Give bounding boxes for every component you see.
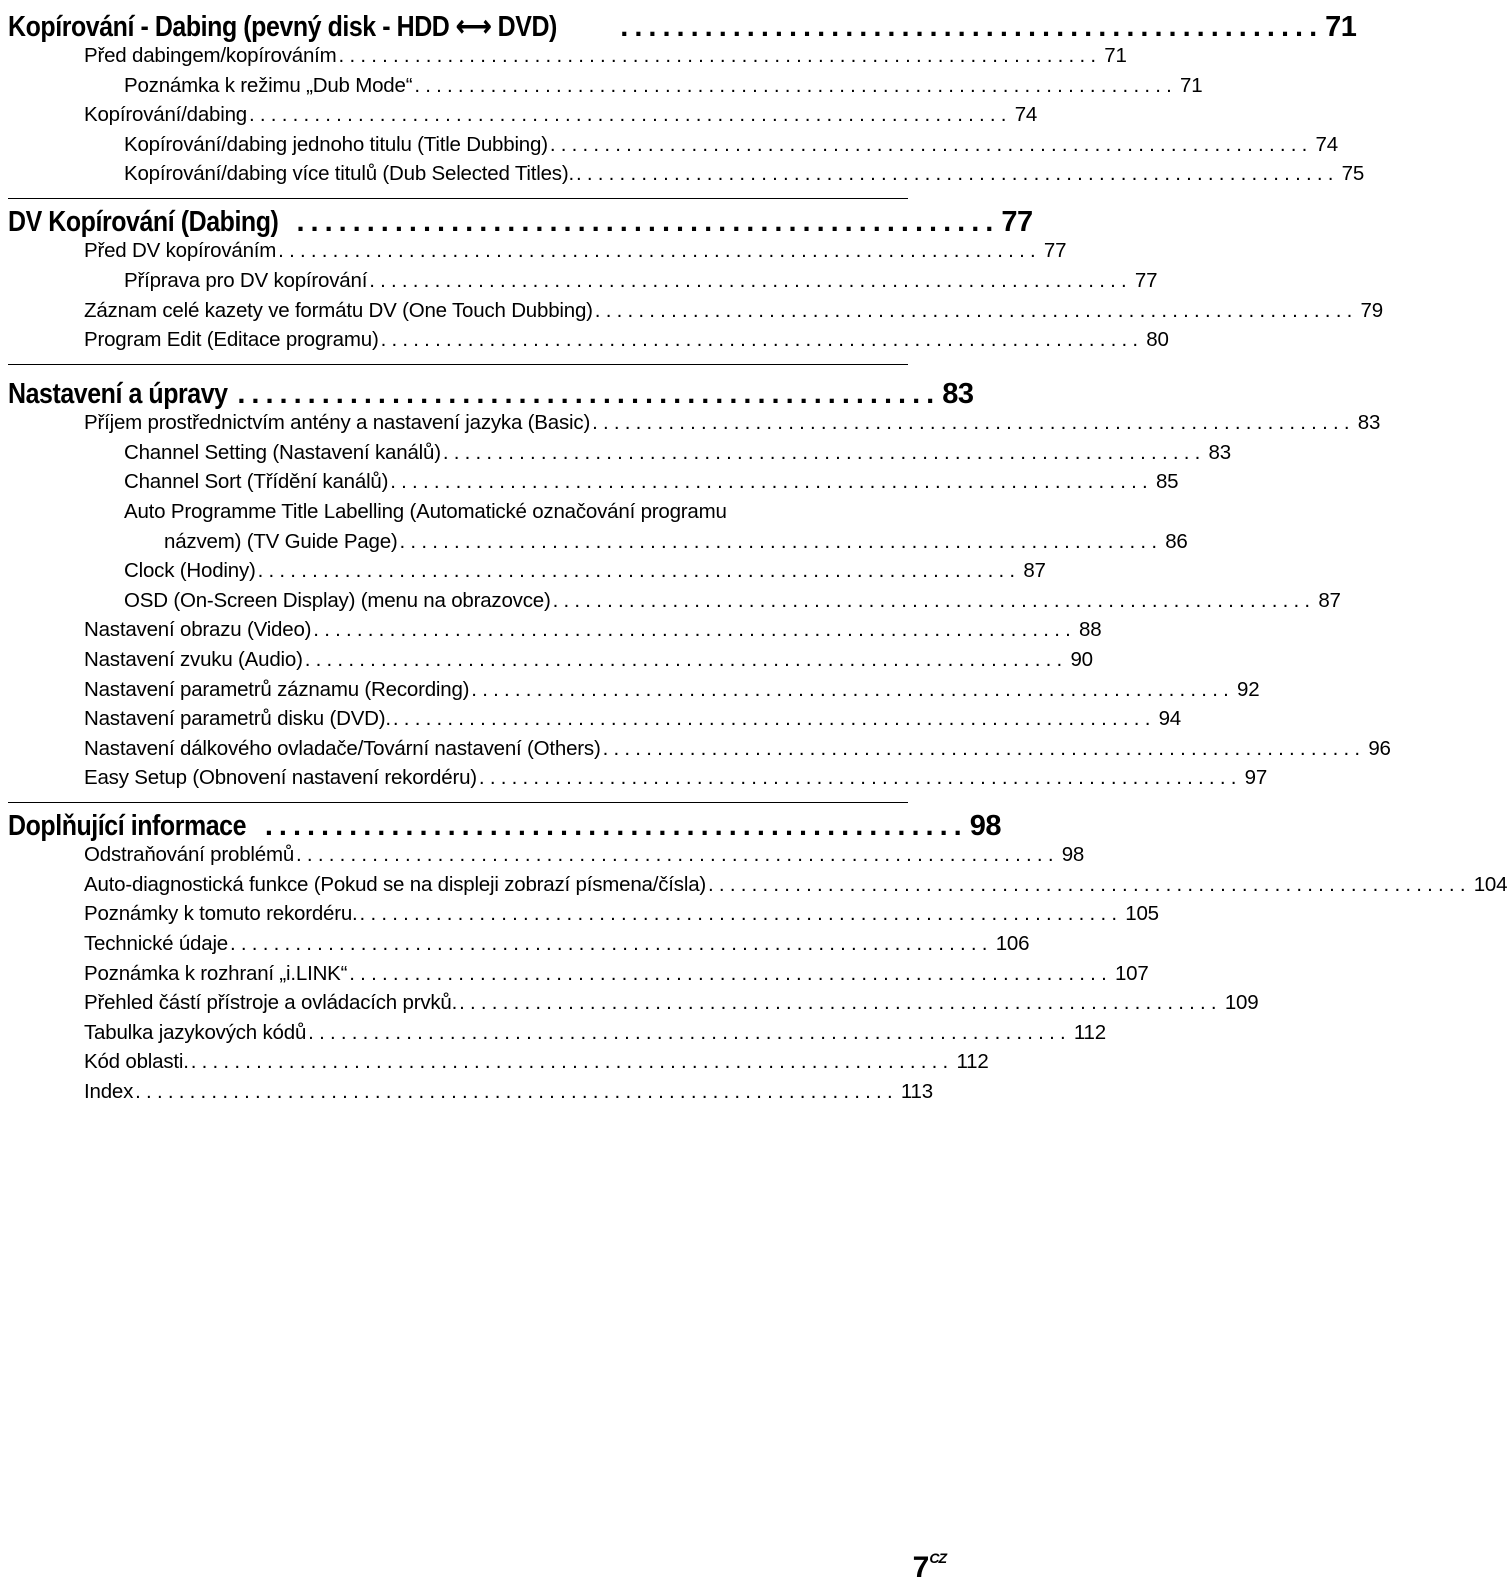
dot-leader: ...................................................................... [390, 470, 1153, 494]
dot-leader: ...................................................................... [313, 618, 1076, 642]
entry-page: 96 [1368, 736, 1391, 760]
dot-leader: ...................................................................... [135, 1080, 898, 1104]
section-heading [8, 0, 1357, 44]
section-page: 71 [1325, 11, 1357, 43]
toc-entry [8, 736, 1391, 767]
toc-entry [8, 843, 1085, 873]
dot-leader: ...................................................................... [359, 902, 1123, 926]
dot-leader: ...................................................................... [296, 843, 1059, 867]
entry-page: 94 [1158, 707, 1182, 731]
toc-entry-wrapped-line [8, 500, 908, 530]
section-page: 77 [1001, 206, 1033, 239]
section-title: Doplňující informace [8, 810, 247, 843]
entry-page: 77 [1134, 268, 1158, 292]
toc-entry [8, 588, 1341, 619]
section-page: 83 [942, 378, 974, 411]
page-number-suffix: CZ [929, 1550, 946, 1566]
toc-entry [8, 1050, 989, 1080]
toc-entry [8, 1080, 933, 1110]
dot-leader: ...................................................................... [278, 239, 1041, 263]
toc-entry [8, 872, 1507, 903]
toc-entry [8, 73, 1203, 104]
dot-leader: .................................................. [620, 11, 1324, 43]
entry-page: 88 [1079, 618, 1102, 642]
toc-entry [8, 328, 1169, 364]
toc-entry [8, 529, 1188, 560]
entry-page: 109 [1224, 991, 1259, 1015]
entry-title: Kopírování/dabing více titulů (Dub Selected Titles). [124, 162, 574, 186]
entry-page: 71 [1180, 73, 1203, 97]
toc-entry [8, 440, 1231, 471]
entry-page: 83 [1208, 440, 1231, 464]
entry-title: Channel Setting (Nastavení kanálů) [124, 440, 441, 464]
toc-entry [8, 411, 1381, 441]
entry-page: 113 [900, 1080, 933, 1104]
toc-entry [8, 991, 1259, 1021]
table-of-contents [8, 0, 1507, 1110]
dot-leader: ...................................................................... [459, 991, 1222, 1015]
dot-leader: ...................................................................... [257, 559, 1021, 583]
entry-title: Nastavení dálkového ovladače/Tovární nastavení (Others) [84, 736, 601, 760]
dot-leader: .................................................. [237, 378, 941, 411]
dot-leader: ...................................................................... [230, 932, 993, 956]
entry-page: 105 [1125, 902, 1159, 926]
entry-page: 97 [1244, 766, 1268, 790]
toc-entry [8, 103, 1038, 133]
entry-title: Kopírování/dabing [84, 103, 248, 127]
dot-leader: .................................................. [264, 810, 968, 843]
entry-title: Index [84, 1080, 134, 1104]
entry-title: Auto-diagnostická funkce (Pokud se na displeji zobrazí písmena/čísla) [84, 872, 707, 896]
entry-title: Technické údaje [84, 932, 229, 956]
dot-leader: ...................................................................... [549, 132, 1313, 156]
dot-leader: ...................................................................... [249, 103, 1012, 127]
entry-page: 104 [1473, 872, 1507, 896]
entry-title: Channel Sort (Třídění kanálů) [124, 470, 389, 494]
entry-page: 74 [1315, 132, 1338, 156]
dot-leader: ...................................................................... [708, 872, 1471, 896]
page-number-value: 7 [912, 1551, 929, 1584]
entry-title: Tabulka jazykových kódů [84, 1020, 307, 1044]
dot-leader: ...................................................................... [442, 440, 1206, 464]
section-title: Nastavení a úpravy [8, 378, 228, 411]
entry-page: 85 [1155, 470, 1179, 494]
toc-entry [8, 268, 1158, 299]
section-heading [8, 365, 974, 411]
toc-entry [8, 298, 1383, 329]
section-page: 98 [969, 810, 1001, 843]
dot-leader: .................................................. [296, 206, 1000, 239]
entry-page: 77 [1043, 239, 1067, 263]
entry-page: 71 [1104, 44, 1127, 67]
section-heading [8, 803, 1001, 843]
entry-page: 90 [1070, 647, 1093, 671]
toc-entry [8, 44, 1127, 74]
entry-title: Nastavení obrazu (Video) [84, 618, 312, 642]
entry-title: Odstraňování problémů [84, 843, 295, 867]
entry-title: Nastavení zvuku (Audio) [84, 647, 303, 671]
toc-entry [8, 902, 1159, 932]
toc-entry [8, 647, 1093, 678]
dot-leader: ...................................................................... [304, 647, 1068, 671]
entry-page: 87 [1318, 588, 1341, 612]
entry-page: 80 [1146, 328, 1169, 352]
page-number [913, 1550, 946, 1585]
dot-leader: ...................................................................... [190, 1050, 954, 1074]
entry-title: Poznámka k režimu „Dub Mode“ [124, 73, 413, 97]
dot-leader: ...................................................................... [602, 736, 1366, 760]
entry-page: 74 [1014, 103, 1038, 127]
dot-leader: ...................................................................... [592, 411, 1355, 435]
toc-entry [8, 932, 1030, 962]
dot-leader: ...................................................................... [552, 588, 1316, 612]
entry-title: Auto Programme Title Labelling (Automatické označování programu [124, 499, 727, 523]
entry-page: 87 [1023, 559, 1046, 583]
section-heading [8, 199, 1033, 239]
dot-leader: ...................................................................... [349, 961, 1112, 985]
dot-leader: ...................................................................... [369, 268, 1132, 292]
entry-title: Easy Setup (Obnovení nastavení rekordéru) [84, 766, 477, 790]
entry-title: Příjem prostřednictvím antény a nastavení jazyka (Basic) [84, 411, 591, 435]
entry-page: 107 [1114, 961, 1149, 985]
entry-page: 98 [1061, 843, 1085, 867]
dot-leader: ...................................................................... [594, 298, 1358, 322]
toc-entry [8, 1020, 1106, 1051]
entry-title: Clock (Hodiny) [124, 559, 256, 583]
entry-title: Poznámka k rozhraní „i.LINK“ [84, 961, 348, 985]
entry-page: 92 [1237, 677, 1260, 701]
dot-leader: ...................................................................... [338, 44, 1102, 67]
entry-title: Kód oblasti. [84, 1050, 189, 1074]
toc-section [8, 0, 1365, 198]
entry-title: Přehled částí přístroje a ovládacích prvků. [84, 991, 458, 1015]
dot-leader: ...................................................................... [575, 162, 1339, 186]
entry-title: Před DV kopírováním [84, 239, 277, 263]
entry-page: 86 [1165, 529, 1188, 553]
entry-page: 112 [956, 1050, 989, 1074]
entry-title: OSD (On-Screen Display) (menu na obrazovce) [124, 588, 551, 612]
toc-entry [8, 618, 1102, 648]
dot-leader: ...................................................................... [414, 73, 1178, 97]
toc-entry [8, 132, 1338, 163]
toc-section [8, 198, 1383, 364]
entry-title: Nastavení parametrů disku (DVD). [84, 707, 391, 731]
dot-leader: ...................................................................... [392, 707, 1156, 731]
entry-title: Nastavení parametrů záznamu (Recording) [84, 677, 470, 701]
dot-leader: ...................................................................... [380, 328, 1144, 352]
entry-page: 106 [995, 932, 1030, 956]
entry-title: Kopírování/dabing jednoho titulu (Title Dubbing) [124, 132, 548, 156]
toc-section [8, 364, 1391, 802]
toc-entry [8, 707, 1182, 737]
dot-leader: ...................................................................... [478, 766, 1242, 790]
entry-title: Záznam celé kazety ve formátu DV (One Touch Dubbing) [84, 298, 593, 322]
toc-entry [8, 470, 1179, 500]
entry-title: Poznámky k tomuto rekordéru. [84, 902, 358, 926]
section-title: DV Kopírování (Dabing) [8, 206, 279, 239]
toc-entry [8, 766, 1268, 802]
entry-title: Před dabingem/kopírováním [84, 44, 337, 67]
dot-leader: ...................................................................... [399, 529, 1163, 553]
toc-entry [8, 559, 1046, 589]
toc-entry [8, 677, 1260, 708]
entry-title: Program Edit (Editace programu) [84, 328, 379, 352]
entry-page: 112 [1073, 1020, 1106, 1044]
entry-page: 79 [1360, 298, 1383, 322]
toc-entry [8, 239, 1067, 269]
section-title: Kopírování - Dabing (pevný disk - HDD ⟷ DVD) [8, 11, 557, 43]
toc-entry [8, 961, 1149, 992]
entry-page: 75 [1341, 162, 1365, 186]
toc-entry [8, 162, 1365, 198]
dot-leader: ...................................................................... [471, 677, 1234, 701]
entry-title: názvem) (TV Guide Page) [164, 529, 398, 553]
dot-leader: ...................................................................... [308, 1020, 1071, 1044]
entry-page: 83 [1357, 411, 1381, 435]
toc-section [8, 802, 1507, 1109]
entry-title: Příprava pro DV kopírování [124, 268, 368, 292]
